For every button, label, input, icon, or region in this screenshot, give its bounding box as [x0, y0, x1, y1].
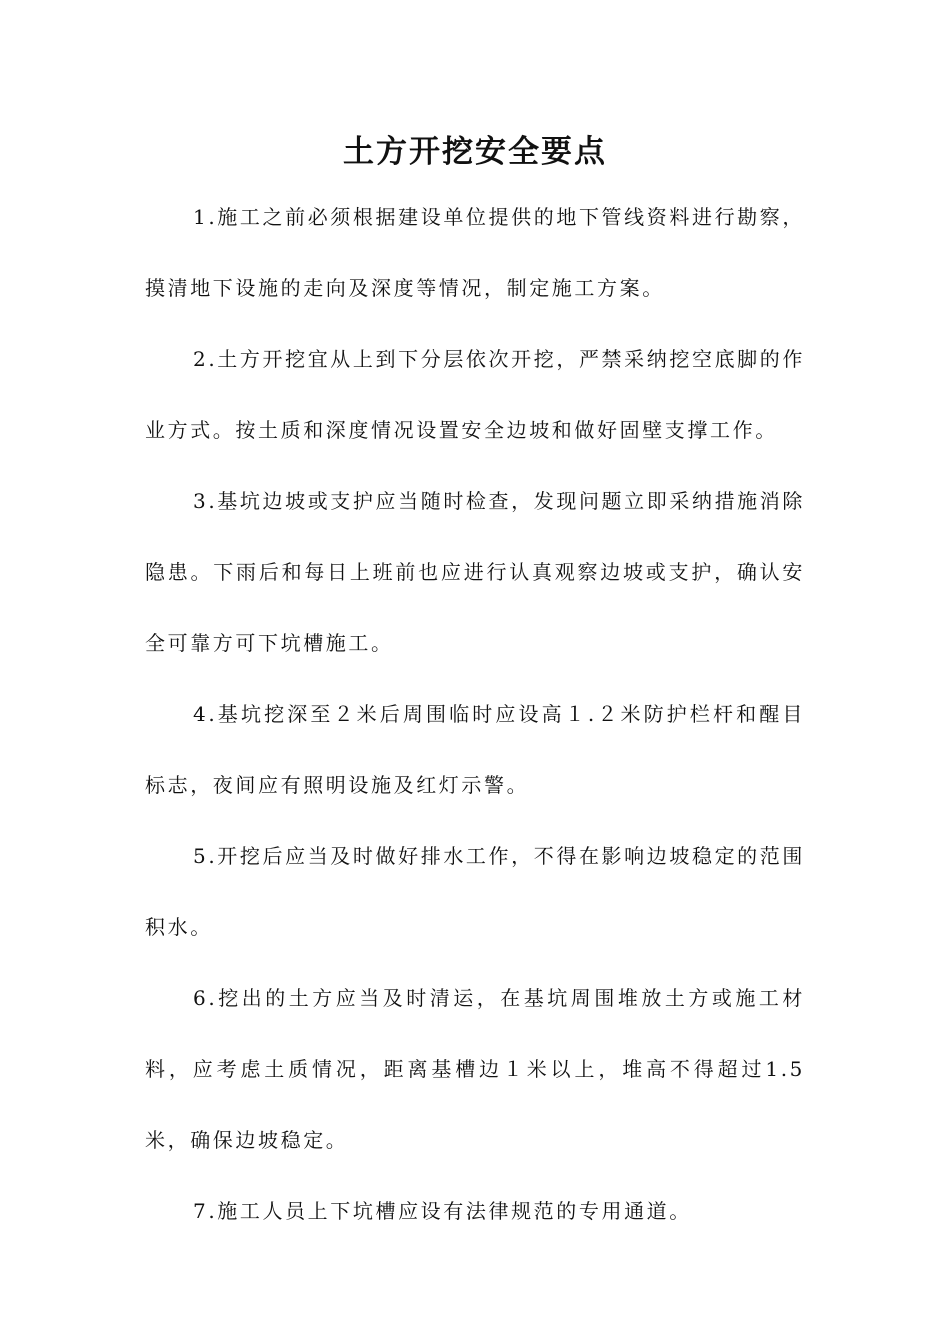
paragraph-6: 6.挖出的土方应当及时清运，在基坑周围堆放土方或施工材料，应考虑土质情况，距离基槽边１米以上，堆高不得超过1.5米，确保边坡稳定。 [145, 986, 805, 1152]
paragraph-5: 5.开挖后应当及时做好排水工作，不得在影响边坡稳定的范围积水。 [145, 844, 805, 939]
paragraph-3: 3.基坑边坡或支护应当随时检查，发现问题立即采纳措施消除隐患。下雨后和每日上班前也应进行认真观察边坡或支护，确认安全可靠方可下坑槽施工。 [145, 489, 805, 655]
paragraph-4: 4.基坑挖深至２米后周围临时应设高１.２米防护栏杆和醒目标志，夜间应有照明设施及红灯示警。 [145, 702, 805, 797]
paragraph-1: 1.施工之前必须根据建设单位提供的地下管线资料进行勘察，摸清地下设施的走向及深度等情况，制定施工方案。 [145, 205, 805, 300]
paragraph-2: 2.土方开挖宜从上到下分层依次开挖，严禁采纳挖空底脚的作业方式。按土质和深度情况设置安全边坡和做好固壁支撑工作。 [145, 347, 805, 442]
document-body [145, 182, 805, 1247]
paragraph-7: 7.施工人员上下坑槽应设有法律规范的专用通道。 [193, 1199, 692, 1223]
document-title: 土方开挖安全要点 [343, 134, 607, 170]
